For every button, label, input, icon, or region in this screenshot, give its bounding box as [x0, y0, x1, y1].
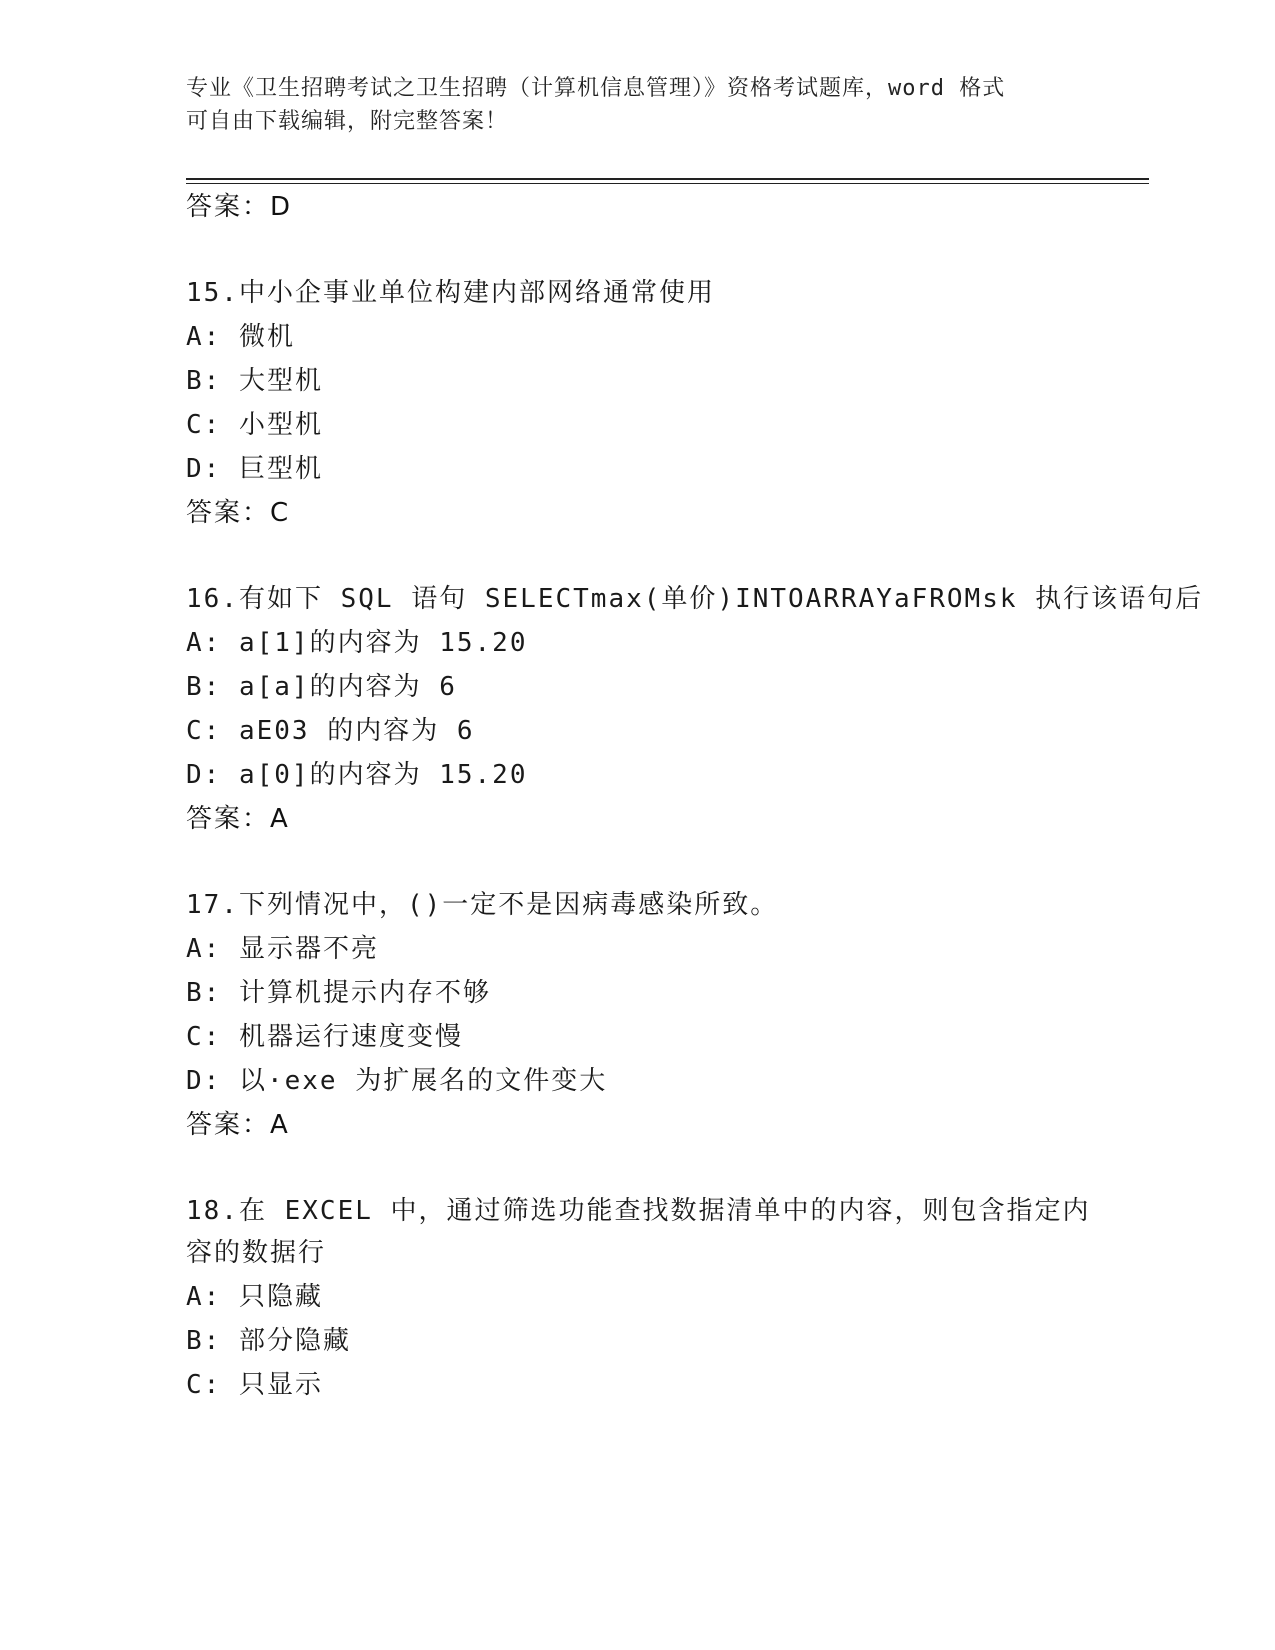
question-17-option-c: C: 机器运行速度变慢: [186, 1022, 463, 1052]
question-18-stem-line-2: 容的数据行: [186, 1238, 327, 1268]
question-15-answer: 答案：C: [186, 498, 291, 528]
question-17-answer: 答案：A: [186, 1110, 290, 1140]
question-16-option-c: C: aE03 的内容为 6: [186, 716, 475, 746]
question-18-option-c: C: 只显示: [186, 1370, 323, 1400]
question-18-option-a: A: 只隐藏: [186, 1282, 323, 1312]
question-16-option-d: D: a[0]的内容为 15.20: [186, 760, 528, 790]
question-15-stem: 15.中小企事业单位构建内部网络通常使用: [186, 278, 715, 308]
question-16-option-b: B: a[a]的内容为 6: [186, 672, 457, 702]
question-18-option-b: B: 部分隐藏: [186, 1326, 351, 1356]
question-17-option-d: D: 以·exe 为扩展名的文件变大: [186, 1066, 608, 1096]
prev-answer: 答案：D: [186, 192, 293, 222]
question-15-option-a: A: 微机: [186, 322, 295, 352]
question-16-option-a: A: a[1]的内容为 15.20: [186, 628, 528, 658]
question-15-option-b: B: 大型机: [186, 366, 323, 396]
question-16-stem: 16.有如下 SQL 语句 SELECTmax(单价)INTOARRAYaFROMsk 执行该语句后: [186, 584, 1204, 614]
header-line-2: 可自由下载编辑，附完整答案！: [186, 109, 509, 134]
header-divider-thick: [186, 178, 1149, 180]
question-18-stem-line-1: 18.在 EXCEL 中，通过筛选功能查找数据清单中的内容，则包含指定内: [186, 1196, 1091, 1226]
question-16-answer: 答案：A: [186, 804, 290, 834]
question-17-option-b: B: 计算机提示内存不够: [186, 978, 491, 1008]
document-header: [186, 72, 1086, 138]
question-15-option-c: C: 小型机: [186, 410, 323, 440]
question-17-stem: 17.下列情况中，()一定不是因病毒感染所致。: [186, 890, 779, 920]
header-line-1: 专业《卫生招聘考试之卫生招聘（计算机信息管理）》资格考试题库，word 格式: [186, 76, 1006, 101]
header-divider-thin: [186, 183, 1149, 184]
question-15-option-d: D: 巨型机: [186, 454, 323, 484]
question-17-option-a: A: 显示器不亮: [186, 934, 379, 964]
